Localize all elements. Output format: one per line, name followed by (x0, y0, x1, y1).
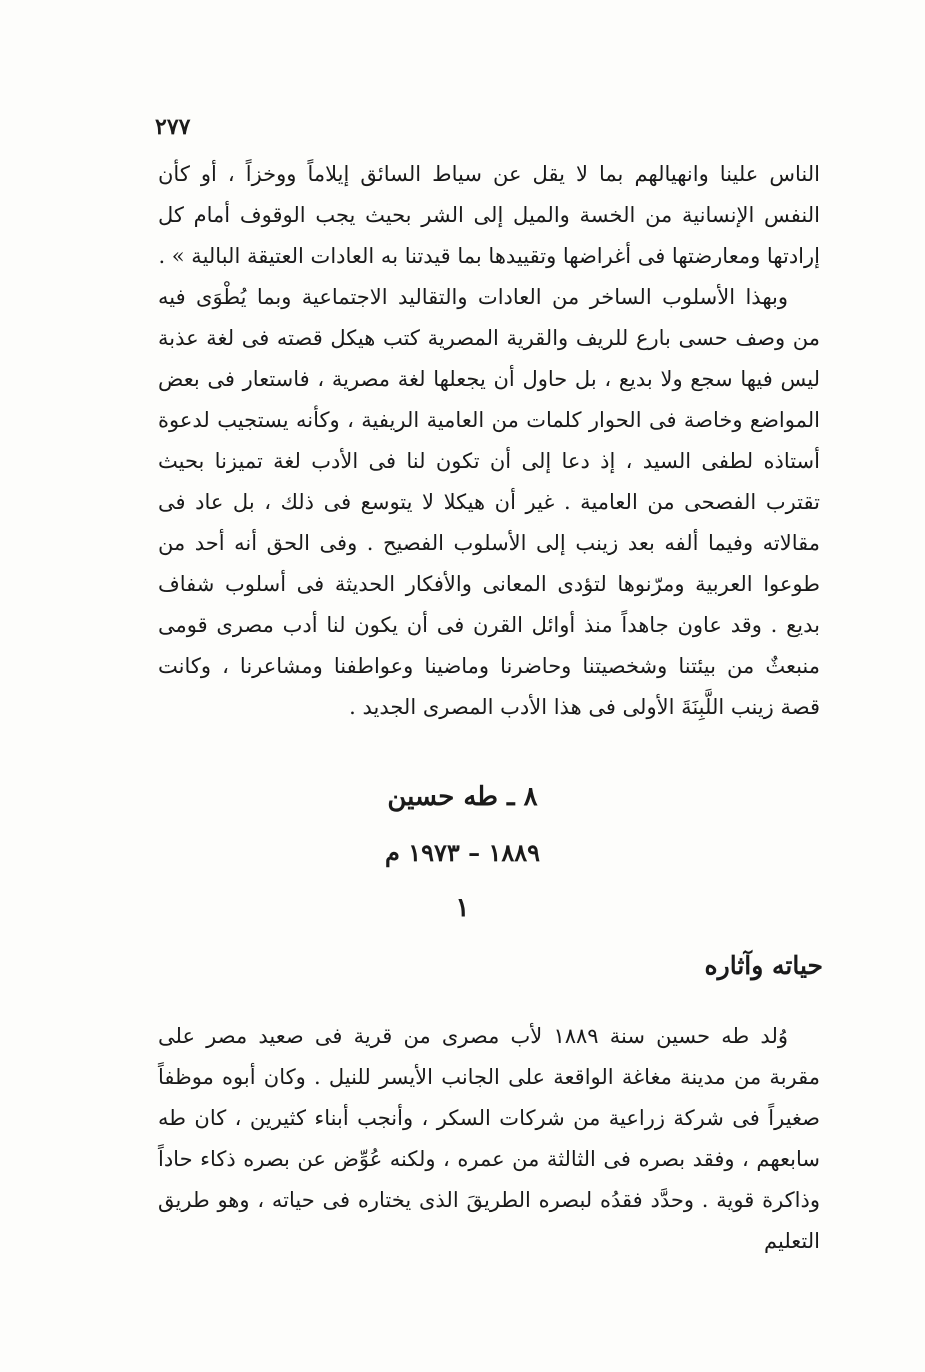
paragraph: وبهذا الأسلوب الساخر من العادات والتقاليد الاجتماعية وبما يُطْوَى فيه من وصف حسى بارع للريف والقرية المصرية كتب هيكل قصته فى لغة عذبة ليس فيها سجع ولا بديع ، بل حاول أن يجعلها لغة مصرية ، فاستعار فى بعض المواضع وخاصة فى الحوار كلمات من العامية الريفية ، وكأنه يستجيب لدعوة أستاذه لطفى السيد ، إذ دعا إلى أن تكون لنا فى الأدب لغة تميزنا بحيث تقترب الفصحى من العامية . غير أن هيكلا لا يتوسع فى ذلك ، بل عاد فى مقالاته وفيما ألفه بعد زينب إلى الأسلوب الفصيح . وفى الحق أنه أحد من طوعوا العربية ومرّنوها لتؤدى المعانى والأفكار الحديثة فى أسلوب شفاف بديع . وقد عاون جاهداً منذ أوائل القرن فى أن يكون لنا أدب مصرى قومى منبعثٌ من بيئتنا وشخصيتنا وحاضرنا وماضينا وعواطفنا ومشاعرنا ، وكانت قصة زينب اللَّبِنَةَ الأولى فى هذا الأدب المصرى الجديد . (158, 285, 821, 719)
section-heading: حياته وآثاره (704, 951, 823, 980)
page-number: ٢٧٧ (155, 114, 191, 140)
paragraph: الناس علينا وانهيالهم بما لا يقل عن سياط السائق إيلاماً ووخزاً ، أو كأن النفس الإنسانية من الخسة والميل إلى الشر بحيث يجب الوقوف أمام كل إرادتها ومعارضتها فى أغراضها وتقييدها بما قيدتنا به العادات العتيقة البالية » . (158, 162, 821, 268)
body-text-bottom (158, 1016, 820, 1262)
chapter-title: ٨ ـ طه حسين (387, 782, 538, 812)
paragraph: وُلد طه حسين سنة ١٨٨٩ لأب مصرى من قرية فى صعيد مصر على مقربة من مدينة مغاغة الواقعة على الجانب الأيسر للنيل . وكان أبوه موظفاً صغيراً فى شركة زراعية من شركات السكر ، وأنجب أبناء كثيرين ، كان طه سابعهم ، وفقد بصره فى الثالثة من عمره ، ولكنه عُوِّض عن بصره ذكاء حاداً وذاكرة قوية . وحدَّد فقدُه لبصره الطريقَ الذى يختاره فى حياته ، وهو طريق التعليم (158, 1024, 820, 1253)
section-number: ١ (455, 893, 470, 923)
chapter-dates: ١٨٨٩ – ١٩٧٣ م (384, 838, 541, 867)
body-text-top (158, 154, 820, 728)
